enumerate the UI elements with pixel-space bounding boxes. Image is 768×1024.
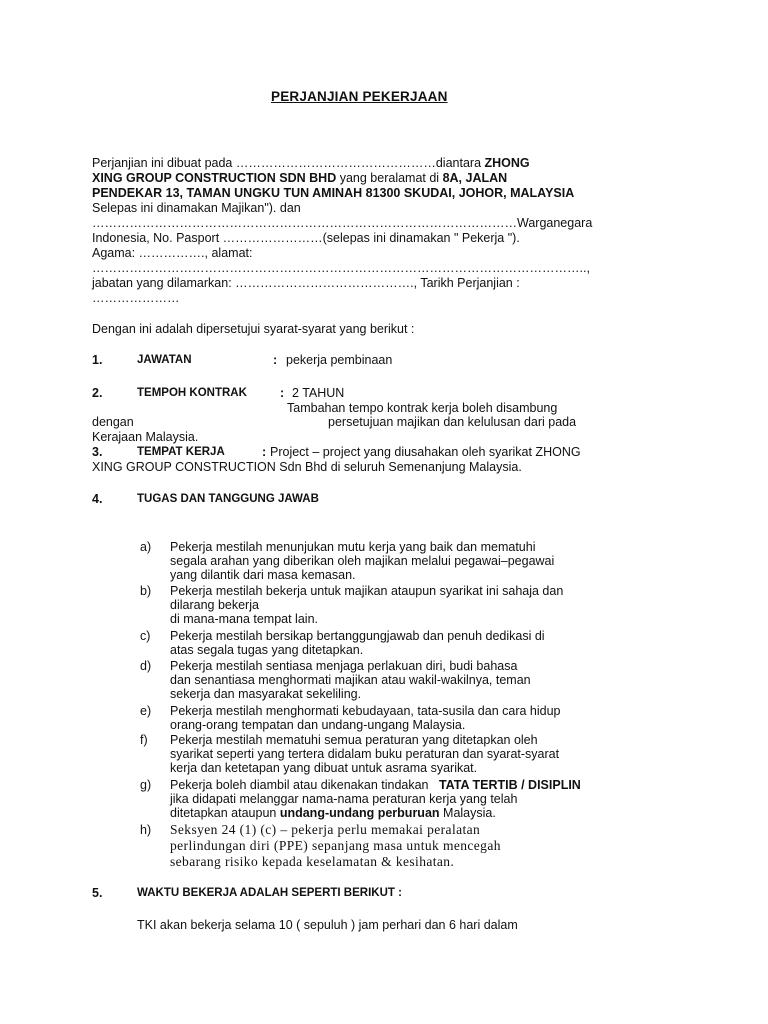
list-text: dan senantiasa menghormati majikan atau wakil-wakilnya, teman [170, 673, 531, 687]
section-number: 1. [92, 353, 103, 367]
list-letter: a) [140, 540, 152, 554]
list-letter: f) [140, 733, 148, 747]
section-label: TUGAS DAN TANGGUNG JAWAB [137, 493, 319, 505]
list-text: Pekerja mestilah menunjukan mutu kerja yang baik dan mematuhi [170, 540, 536, 554]
list-letter: d) [140, 659, 152, 673]
list-letter: h) [140, 823, 152, 837]
list-text-part: Malaysia. [443, 806, 496, 820]
list-letter: c) [140, 629, 151, 643]
section-value: pekerja pembinaan [286, 353, 393, 367]
section-colon: : [280, 386, 285, 400]
list-text: orang-orang tempatan dan undang-ungang Malaysia. [170, 718, 466, 732]
section-colon: : [273, 353, 278, 367]
intro-line [92, 171, 507, 186]
company-address: 8A, JALAN [442, 171, 508, 185]
section-label: JAWATAN [137, 354, 192, 366]
section-text: persetujuan majikan dan kelulusan dari pada [328, 415, 577, 429]
section-text: Kerajaan Malaysia. [92, 430, 199, 444]
list-text: perlindungan diri (PPE) sepanjang masa untuk mencegah [170, 838, 501, 853]
intro-line: …………………………………………………………………………………………Warganegara [92, 216, 593, 230]
list-text: syarikat seperti yang tertera didalam buku peraturan dan syarat-syarat [170, 747, 560, 761]
section-colon: : [262, 445, 267, 459]
section-number: 4. [92, 492, 103, 506]
section-number: 3. [92, 445, 103, 459]
section-number: 5. [92, 886, 103, 900]
page-title: PERJANJIAN PEKERJAAN [271, 89, 448, 104]
list-text: di mana-mana tempat lain. [170, 612, 318, 626]
section-label: TEMPAT KERJA [137, 446, 225, 458]
section-text: XING GROUP CONSTRUCTION Sdn Bhd di seluruh Semenanjung Malaysia. [92, 460, 522, 474]
section-label: WAKTU BEKERJA ADALAH SEPERTI BERIKUT : [137, 887, 402, 899]
company-address: PENDEKAR 13, TAMAN UNGKU TUN AMINAH 81300 SKUDAI, JOHOR, MALAYSIA [92, 186, 575, 200]
section-value: 2 TAHUN [292, 386, 345, 400]
intro-line: ………………… [92, 291, 180, 305]
list-text: Pekerja mestilah bersikap bertanggungjawab dan penuh dedikasi di [170, 629, 545, 643]
intro-line: Indonesia, No. Pasport ……………………(selepas ini dinamakan " Pekerja "). [92, 231, 520, 245]
list-text-emphasis: undang-undang perburuan [279, 806, 440, 820]
intro-text: yang beralamat di [339, 171, 440, 185]
intro-text: Perjanjian ini dibuat pada …………………………………………diantara [92, 156, 482, 170]
list-text: dilarang bekerja [170, 598, 259, 612]
section-text: TKI akan bekerja selama 10 ( sepuluh ) jam perhari dan 6 hari dalam [137, 918, 518, 932]
list-text [170, 806, 496, 821]
section-text: dengan [92, 415, 134, 429]
list-text: kerja dan ketetapan yang dibuat untuk asrama syarikat. [170, 761, 478, 775]
company-name: XING GROUP CONSTRUCTION SDN BHD [92, 171, 337, 185]
section-value: Project – project yang diusahakan oleh syarikat ZHONG [270, 445, 581, 459]
list-text: jika didapati melanggar nama-nama peraturan kerja yang telah [170, 792, 518, 806]
agreement-line: Dengan ini adalah dipersetujui syarat-syarat yang berikut : [92, 322, 415, 336]
list-text: Seksyen 24 (1) (c) – pekerja perlu memakai peralatan [170, 822, 481, 837]
list-text: Pekerja mestilah bekerja untuk majikan ataupun syarikat ini sahaja dan [170, 584, 564, 598]
list-text-emphasis: TATA TERTIB / DISIPLIN [438, 778, 581, 792]
list-text: sekerja dan masyarakat sekeliling. [170, 687, 362, 701]
intro-line: Agama: ……………., alamat: [92, 246, 253, 260]
list-text: segala arahan yang diberikan oleh majikan melalui pegawai–pegawai [170, 554, 555, 568]
list-text: atas segala tugas yang ditetapkan. [170, 643, 364, 657]
list-letter: b) [140, 584, 152, 598]
list-letter: e) [140, 704, 152, 718]
list-text-part: Pekerja boleh diambil atau dikenakan tindakan [170, 778, 429, 792]
intro-line: ……………………………………………………………………………………………………….., [92, 261, 590, 275]
list-text-part: ditetapkan ataupun [170, 806, 277, 820]
section-number: 2. [92, 386, 103, 400]
company-name: ZHONG [484, 156, 530, 170]
list-text: Pekerja mestilah sentiasa menjaga perlakuan diri, budi bahasa [170, 659, 518, 673]
list-text: sebarang risiko kepada keselamatan & kesihatan. [170, 854, 455, 869]
list-text: yang dilantik dari masa kemasan. [170, 568, 356, 582]
list-letter: g) [140, 778, 152, 792]
intro-line: Selepas ini dinamakan Majikan"). dan [92, 201, 301, 215]
intro-line: jabatan yang dilamarkan: ……………………………………., Tarikh Perjanjian : [92, 276, 520, 290]
section-text: Tambahan tempo kontrak kerja boleh disambung [287, 401, 558, 415]
intro-line [92, 156, 530, 171]
list-text: Pekerja mestilah mematuhi semua peraturan yang ditetapkan oleh [170, 733, 538, 747]
list-text [170, 778, 581, 793]
section-label: TEMPOH KONTRAK [137, 387, 247, 399]
list-text: Pekerja mestilah menghormati kebudayaan, tata-susila dan cara hidup [170, 704, 561, 718]
